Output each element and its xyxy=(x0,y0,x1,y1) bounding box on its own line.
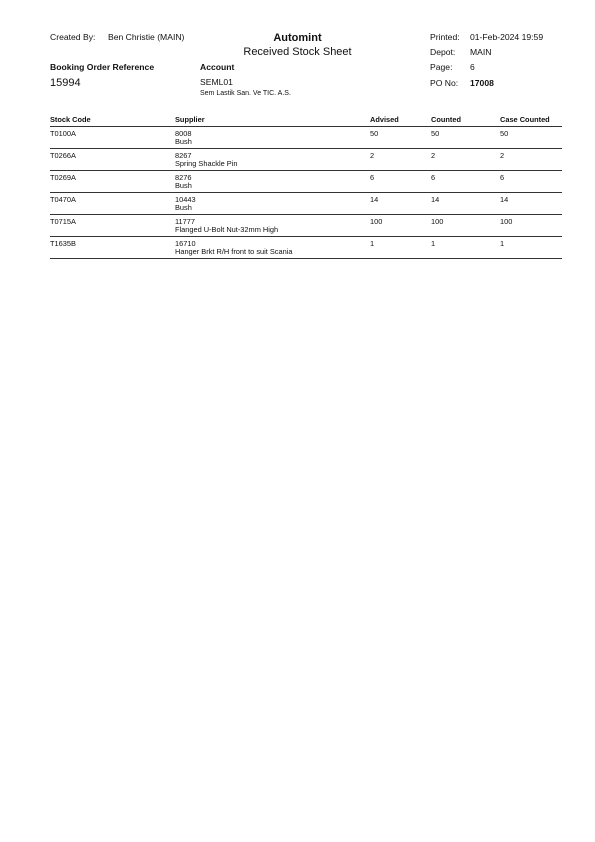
table-row xyxy=(50,215,562,237)
counted-cell: 100 xyxy=(431,217,444,226)
supplier-cell: 16710 xyxy=(175,239,196,248)
column-header-advised: Advised xyxy=(370,115,399,124)
column-header-case-counted: Case Counted xyxy=(500,115,550,124)
supplier-cell: 8008 xyxy=(175,129,192,138)
stock-code-cell: T0470A xyxy=(50,195,76,204)
column-header-supplier: Supplier xyxy=(175,115,205,124)
stock-code-cell: T0100A xyxy=(50,129,76,138)
stock-code-cell: T0715A xyxy=(50,217,76,226)
booking-ref-value: 15994 xyxy=(50,77,81,89)
company-name: Automint xyxy=(273,32,322,44)
supplier-cell: 11777 xyxy=(175,217,196,226)
page-title: Received Stock Sheet xyxy=(243,46,352,58)
table-row xyxy=(50,127,562,149)
case-counted-cell: 50 xyxy=(500,129,509,138)
supplier-cell: 8276 xyxy=(175,173,192,182)
description-cell: Bush xyxy=(175,137,192,146)
created-by-label: Created By: xyxy=(50,32,96,42)
description-cell: Flanged U-Bolt Nut-32mm High xyxy=(175,225,279,234)
description-cell: Spring Shackle Pin xyxy=(175,159,238,168)
page-number-value: 6 xyxy=(470,62,475,72)
stock-code-cell: T0266A xyxy=(50,151,76,160)
case-counted-cell: 14 xyxy=(500,195,509,204)
depot-value: MAIN xyxy=(470,47,492,57)
advised-cell: 6 xyxy=(370,173,375,182)
po-number-label: PO No: xyxy=(430,78,459,88)
description-cell: Bush xyxy=(175,181,192,190)
advised-cell: 50 xyxy=(370,129,379,138)
printed-label: Printed: xyxy=(430,32,460,42)
supplier-cell: 8267 xyxy=(175,151,192,160)
column-header-counted: Counted xyxy=(431,115,461,124)
table-row xyxy=(50,193,562,215)
case-counted-cell: 1 xyxy=(500,239,505,248)
account-name: Sem Lastik San. Ve TIC. A.S. xyxy=(200,90,291,97)
account-label: Account xyxy=(200,62,235,72)
stock-table xyxy=(50,114,562,259)
advised-cell: 100 xyxy=(370,217,383,226)
depot-label: Depot: xyxy=(430,47,456,57)
stock-code-cell: T1635B xyxy=(50,239,76,248)
advised-cell: 1 xyxy=(370,239,375,248)
counted-cell: 6 xyxy=(431,173,436,182)
case-counted-cell: 2 xyxy=(500,151,505,160)
counted-cell: 1 xyxy=(431,239,436,248)
counted-cell: 50 xyxy=(431,129,440,138)
table-row xyxy=(50,237,562,259)
case-counted-cell: 100 xyxy=(500,217,513,226)
table-header-row xyxy=(50,114,562,127)
created-by-value: Ben Christie (MAIN) xyxy=(108,32,185,42)
supplier-cell: 10443 xyxy=(175,195,196,204)
table-row xyxy=(50,149,562,171)
table-row xyxy=(50,171,562,193)
description-cell: Bush xyxy=(175,203,192,212)
account-code: SEML01 xyxy=(200,77,233,87)
booking-ref-label: Booking Order Reference xyxy=(50,62,155,72)
description-cell: Hanger Brkt R/H front to suit Scania xyxy=(175,247,293,256)
po-number-value: 17008 xyxy=(470,78,494,88)
case-counted-cell: 6 xyxy=(500,173,505,182)
advised-cell: 14 xyxy=(370,195,379,204)
counted-cell: 14 xyxy=(431,195,440,204)
column-header-stock-code: Stock Code xyxy=(50,115,91,124)
stock-code-cell: T0269A xyxy=(50,173,76,182)
printed-value: 01-Feb-2024 19:59 xyxy=(470,32,544,42)
page-number-label: Page: xyxy=(430,62,453,72)
counted-cell: 2 xyxy=(431,151,436,160)
advised-cell: 2 xyxy=(370,151,375,160)
